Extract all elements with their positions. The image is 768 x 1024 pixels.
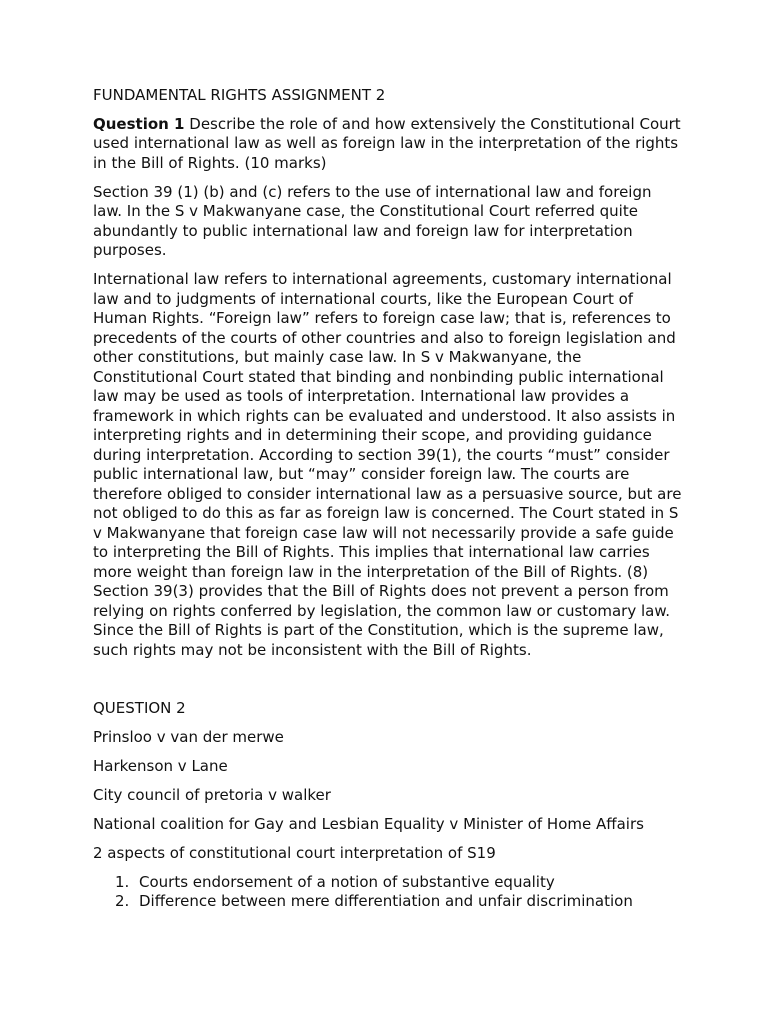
- list-number: 1.: [115, 872, 130, 891]
- list-item-text: Difference between mere differentiation and unfair discrimination: [139, 892, 633, 910]
- case-item: National coalition for Gay and Lesbian Equality v Minister of Home Affairs: [93, 814, 644, 833]
- section-gap: [93, 670, 683, 699]
- question-2-heading: QUESTION 2: [93, 698, 186, 717]
- document-body: [93, 86, 683, 912]
- answer-paragraph-2: International law refers to international agreements, customary international law and to judgments of international courts, like the European Court of Human Rights. “Foreign law” refers to foreign case law; that is, references to precedents of the courts of other countries and also to foreign legislation and other constitutions, but mainly case law. In S v Makwanyane, the Constitutional Court stated that binding and nonbinding public international law may be used as tools of interpretation. International law provides a framework in which rights can be evaluated and understood. It also assists in interpreting rights and in determining their scope, and providing guidance during interpretation. According to section 39(1), the courts “must” consider public international law, but “may” consider foreign law. The courts are therefore obliged to consider international law as a persuasive source, but are not obliged to do this as far as foreign law is concerned. The Court stated in S v Makwanyane that foreign case law will not necessarily provide a safe guide to interpreting the Bill of Rights. This implies that international law carries more weight than foreign law in the interpretation of the Bill of Rights. (8) Section 39(3) provides that the Bill of Rights does not prevent a person from relying on rights conferred by legislation, the common law or customary law. Since the Bill of Rights is part of the Constitution, which is the supreme law, such rights may not be inconsistent with the Bill of Rights.: [93, 270, 682, 659]
- question-1-prompt: [93, 115, 683, 174]
- question-1-label: Question 1: [93, 114, 185, 133]
- list-item: [93, 892, 683, 912]
- aspects-heading: 2 aspects of constitutional court interpretation of S19: [93, 843, 496, 862]
- answer-paragraph-1: Section 39 (1) (b) and (c) refers to the use of international law and foreign law. In the S v Makwanyane case, the Constitutional Court referred quite abundantly to public international law and foreign law for interpretation purposes.: [93, 182, 652, 259]
- list-item-text: Courts endorsement of a notion of substantive equality: [139, 872, 555, 891]
- case-item: Harkenson v Lane: [93, 756, 228, 775]
- list-item: [93, 873, 683, 893]
- document-title: FUNDAMENTAL RIGHTS ASSIGNMENT 2: [93, 86, 386, 104]
- case-item: Prinsloo v van der merwe: [93, 727, 284, 746]
- aspects-list: [93, 873, 683, 912]
- list-number: 2.: [115, 892, 130, 910]
- case-item: City council of pretoria v walker: [93, 785, 331, 804]
- question-1-text: Describe the role of and how extensively the Constitutional Court used international law as well as foreign law in the interpretation of the rights in the Bill of Rights. (10 marks): [93, 114, 681, 172]
